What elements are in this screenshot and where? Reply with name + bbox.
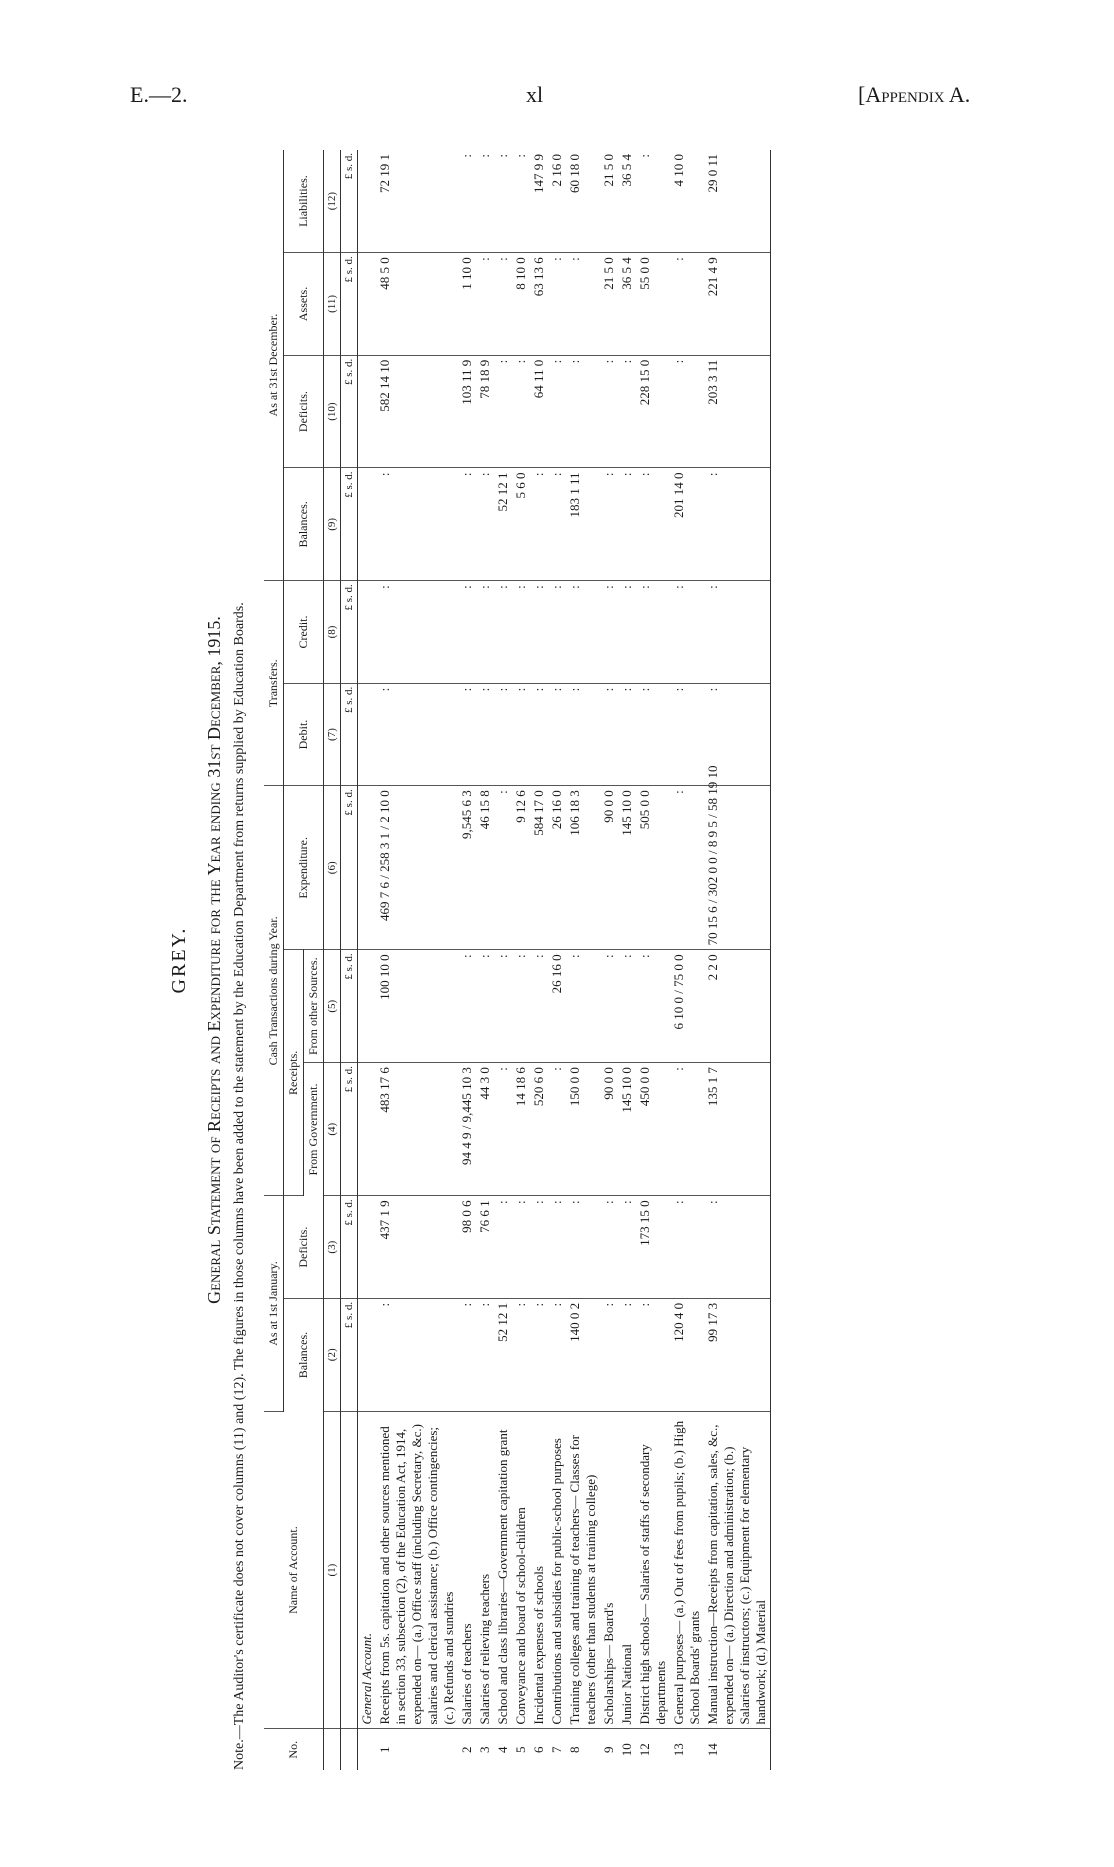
amount-cell: 228 15 0 (636, 355, 670, 468)
auditor-note: Note.—The Auditor's certificate does not cover columns (11) and (12). The figures in those columns have been added to the statement by the Education Department from returns supplied by Education Boards. (232, 602, 247, 1770)
amount-cell: : (548, 1298, 566, 1411)
amount-cell: : (670, 1063, 704, 1196)
amount-cell: 8 10 0 (512, 253, 530, 356)
amount-cell: : (458, 683, 476, 786)
amount-cell: : (670, 355, 704, 468)
amount-cell: : (548, 355, 566, 468)
amount-cell: : (512, 355, 530, 468)
header-deficits: Deficits. (284, 1196, 324, 1299)
amount-cell: : (704, 468, 771, 581)
amount-cell (358, 581, 377, 684)
amount-cell (358, 786, 377, 950)
amount-cell: 29 0 11 (704, 150, 771, 253)
row-number: 6 (531, 1746, 546, 1753)
amount-cell: 76 6 1 (476, 1196, 494, 1299)
column-number: (9) (324, 468, 341, 581)
amount-cell (358, 683, 377, 786)
group-cash: Cash Transactions during Year. (264, 786, 284, 1196)
account-name: Salaries of teachers (458, 1411, 476, 1729)
amount-cell: 21 5 0 (600, 150, 618, 253)
amount-cell: : (704, 581, 771, 684)
amount-cell: : (636, 683, 670, 786)
amount-cell: : (512, 683, 530, 786)
accounts-table (264, 150, 771, 1770)
header-debit: Debit. (284, 683, 324, 786)
amount-cell: 2 16 0 (548, 150, 566, 253)
amount-cell: : (548, 581, 566, 684)
amount-cell: : (476, 1298, 494, 1411)
amount-cell: 140 0 2 (566, 1298, 600, 1411)
amount-cell: 52 12 1 (494, 468, 512, 581)
amount-cell: 582 14 10 (376, 355, 458, 468)
currency-label: £ s. d. (341, 581, 358, 684)
amount-cell: 173 15 0 (636, 1196, 670, 1299)
table-row (548, 150, 566, 1770)
amount-cell: : (618, 950, 636, 1063)
amount-cell: : (476, 683, 494, 786)
column-numbers-row (324, 150, 341, 1770)
currency-label: £ s. d. (341, 150, 358, 253)
amount-cell: : (476, 468, 494, 581)
amount-cell: : (566, 950, 600, 1063)
amount-cell: 36 5 4 (618, 253, 636, 356)
amount-cell (358, 1298, 377, 1411)
amount-cell: 145 10 0 (618, 1063, 636, 1196)
row-number: 12 (637, 1743, 652, 1757)
amount-cell: : (636, 468, 670, 581)
currency-label: £ s. d. (341, 786, 358, 950)
header-assets: Assets. (284, 253, 324, 356)
amount-cell: : (548, 468, 566, 581)
amount-cell: : (566, 253, 600, 356)
group-receipts: Receipts. (284, 950, 304, 1196)
amount-cell: 52 12 1 (494, 1298, 512, 1411)
amount-cell: : (494, 355, 512, 468)
amount-cell: : (548, 1063, 566, 1196)
header-left: E.—2. (130, 82, 188, 107)
currency-label: £ s. d. (341, 253, 358, 356)
amount-cell: 9,545 6 3 (458, 786, 476, 950)
account-name: Conveyance and board of school-children (512, 1411, 530, 1729)
amount-cell: : (704, 1196, 771, 1299)
amount-cell: : (494, 786, 512, 950)
amount-cell: 135 1 7 (704, 1063, 771, 1196)
amount-cell: : (476, 253, 494, 356)
amount-cell: 183 1 11 (566, 468, 600, 581)
row-number: 4 (495, 1746, 510, 1753)
amount-cell: : (600, 950, 618, 1063)
amount-cell: 44 3 0 (476, 1063, 494, 1196)
column-number: (7) (324, 683, 341, 786)
header-balances: Balances. (284, 1298, 324, 1411)
account-name: Scholarships— Board's (600, 1411, 618, 1729)
table-row (636, 150, 670, 1770)
amount-cell: 150 0 0 (566, 1063, 600, 1196)
column-number: (3) (324, 1196, 341, 1299)
amount-cell: 70 15 6 / 302 0 0 / 8 9 5 / 58 19 10 (704, 786, 771, 950)
amount-cell: : (530, 950, 548, 1063)
amount-cell: 2 2 0 (704, 950, 771, 1063)
column-number: (1) (324, 1411, 341, 1729)
account-name: Manual instruction—Receipts from capitation, sales, &c., expended on— (a.) Direction and administration; (b.) Salaries of instructors; (c.) Equipment for elementary handwork; (d.) Material (704, 1411, 771, 1729)
row-number: 2 (459, 1746, 474, 1753)
amount-cell: : (494, 950, 512, 1063)
column-number: (6) (324, 786, 341, 950)
amount-cell: : (548, 253, 566, 356)
amount-cell (358, 1063, 377, 1196)
table-row (600, 150, 618, 1770)
table-row (512, 150, 530, 1770)
amount-cell (358, 253, 377, 356)
table-row (494, 150, 512, 1770)
amount-cell: : (376, 683, 458, 786)
account-name: District high schools— Salaries of staffs of secondary departments (636, 1411, 670, 1729)
amount-cell: : (670, 1196, 704, 1299)
amount-cell: : (476, 150, 494, 253)
amount-cell: : (600, 1196, 618, 1299)
column-number: (8) (324, 581, 341, 684)
amount-cell: : (512, 950, 530, 1063)
amount-cell: : (458, 150, 476, 253)
group-transfers: Transfers. (264, 581, 284, 786)
amount-cell: 72 19 1 (376, 150, 458, 253)
amount-cell: 55 0 0 (636, 253, 670, 356)
amount-cell: : (600, 355, 618, 468)
amount-cell: 120 4 0 (670, 1298, 704, 1411)
amount-cell: : (618, 1196, 636, 1299)
amount-cell: : (494, 150, 512, 253)
header-no: No. (264, 1729, 324, 1770)
amount-cell: : (530, 468, 548, 581)
header-from-other: From other Sources. (304, 950, 324, 1063)
amount-cell: 26 16 0 (548, 786, 566, 950)
amount-cell: : (376, 468, 458, 581)
row-number: 8 (567, 1746, 582, 1753)
column-number: (12) (324, 150, 341, 253)
amount-cell: : (670, 786, 704, 950)
column-number: (11) (324, 253, 341, 356)
row-number: 14 (704, 1729, 771, 1770)
amount-cell: 78 18 9 (476, 355, 494, 468)
amount-cell: 145 10 0 (618, 786, 636, 950)
amount-cell: 106 18 3 (566, 786, 600, 950)
row-number: 7 (549, 1746, 564, 1753)
amount-cell: : (458, 468, 476, 581)
amount-cell: 48 5 0 (376, 253, 458, 356)
amount-cell: 483 17 6 (376, 1063, 458, 1196)
amount-cell: 201 14 0 (670, 468, 704, 581)
amount-cell: 1 10 0 (458, 253, 476, 356)
row-number: 9 (601, 1746, 616, 1753)
amount-cell (358, 468, 377, 581)
row-number: 3 (477, 1746, 492, 1753)
amount-cell (358, 150, 377, 253)
amount-cell: : (548, 1196, 566, 1299)
amount-cell: 36 5 4 (618, 150, 636, 253)
amount-cell: 221 4 9 (704, 253, 771, 356)
amount-cell (358, 355, 377, 468)
amount-cell: : (600, 683, 618, 786)
amount-cell: 437 1 9 (376, 1196, 458, 1299)
group-dec: As at 31st December. (264, 150, 284, 581)
amount-cell: 4 10 0 (670, 150, 704, 253)
amount-cell: 203 3 11 (704, 355, 771, 468)
account-name: Incidental expenses of schools (530, 1411, 548, 1729)
amount-cell: : (600, 581, 618, 684)
statement-title: General Statement of Receipts and Expenditure for the Year ending 31st December, 1915. (204, 616, 224, 1304)
amount-cell: : (548, 683, 566, 786)
amount-cell: : (566, 683, 600, 786)
currency-label: £ s. d. (341, 355, 358, 468)
table-row (530, 150, 548, 1770)
board-title: GREY. (168, 926, 190, 994)
table-row (704, 150, 771, 1770)
currency-label: £ s. d. (341, 1298, 358, 1411)
amount-cell: : (458, 1298, 476, 1411)
amount-cell: : (458, 950, 476, 1063)
row-number: 5 (513, 1746, 528, 1753)
row-number: 1 (377, 1746, 392, 1753)
amount-cell: : (704, 683, 771, 786)
amount-cell: : (566, 355, 600, 468)
currency-label: £ s. d. (341, 468, 358, 581)
amount-cell (358, 1196, 377, 1299)
amount-cell: : (494, 683, 512, 786)
amount-cell: : (512, 150, 530, 253)
header-from-gov: From Government. (304, 1063, 324, 1196)
amount-cell: 103 11 9 (458, 355, 476, 468)
amount-cell: : (530, 581, 548, 684)
account-name: School and class libraries—Government capitation grant (494, 1411, 512, 1729)
amount-cell: : (476, 581, 494, 684)
table-row (670, 150, 704, 1770)
header-right: [Appendix A. (858, 82, 971, 107)
amount-cell: 63 13 6 (530, 253, 548, 356)
header-credit: Credit. (284, 581, 324, 684)
currency-label: £ s. d. (341, 950, 358, 1063)
amount-cell: 505 0 0 (636, 786, 670, 950)
row-number: 10 (619, 1743, 634, 1757)
currency-label: £ s. d. (341, 1063, 358, 1196)
amount-cell: : (618, 468, 636, 581)
amount-cell: 100 10 0 (376, 950, 458, 1063)
header-expenditure: Expenditure. (284, 786, 324, 950)
amount-cell: : (494, 1063, 512, 1196)
amount-cell: : (618, 355, 636, 468)
amount-cell: 450 0 0 (636, 1063, 670, 1196)
table-row (618, 150, 636, 1770)
account-name: General purposes— (a.) Out of fees from pupils; (b.) High School Boards' grants (670, 1411, 704, 1729)
header-liabilities: Liabilities. (284, 150, 324, 253)
amount-cell: : (670, 683, 704, 786)
column-number: (4) (324, 1063, 341, 1196)
amount-cell: 90 0 0 (600, 1063, 618, 1196)
amount-cell: 6 10 0 / 75 0 0 (670, 950, 704, 1063)
currency-label: £ s. d. (341, 1196, 358, 1299)
header-name: Name of Account. (264, 1411, 324, 1729)
amount-cell: 26 16 0 (548, 950, 566, 1063)
amount-cell: : (530, 683, 548, 786)
amount-cell: : (476, 950, 494, 1063)
amount-cell: 98 0 6 (458, 1196, 476, 1299)
table-row (376, 150, 458, 1770)
account-name: General Account. (358, 1411, 377, 1729)
amount-cell: 14 18 6 (512, 1063, 530, 1196)
amount-cell: 60 18 0 (566, 150, 600, 253)
group-jan: As at 1st January. (264, 1196, 284, 1411)
page-number: xl (526, 82, 544, 107)
amount-cell: : (494, 581, 512, 684)
amount-cell: 520 6 0 (530, 1063, 548, 1196)
amount-cell: 90 0 0 (600, 786, 618, 950)
amount-cell: : (512, 1196, 530, 1299)
column-number: (10) (324, 355, 341, 468)
amount-cell (358, 950, 377, 1063)
amount-cell: : (566, 581, 600, 684)
amount-cell: : (512, 581, 530, 684)
amount-cell: 21 5 0 (600, 253, 618, 356)
amount-cell: 64 11 0 (530, 355, 548, 468)
column-number: (2) (324, 1298, 341, 1411)
amount-cell: 584 17 0 (530, 786, 548, 950)
column-number: (5) (324, 950, 341, 1063)
amount-cell: : (618, 683, 636, 786)
table-row (566, 150, 600, 1770)
currency-label: £ s. d. (341, 683, 358, 786)
amount-cell: : (376, 581, 458, 684)
amount-cell: : (458, 581, 476, 684)
amount-cell: : (376, 1298, 458, 1411)
amount-cell: 99 17 3 (704, 1298, 771, 1411)
amount-cell: : (600, 1298, 618, 1411)
table-row (358, 150, 377, 1770)
account-name: Contributions and subsidies for public-school purposes (548, 1411, 566, 1729)
amount-cell: : (600, 468, 618, 581)
row-number: 13 (671, 1743, 686, 1757)
account-name: Salaries of relieving teachers (476, 1411, 494, 1729)
account-name: Receipts from 5s. capitation and other sources mentioned in section 33, subsection (2), of the Education Act, 1914, expended on— (a.) Office staff (including Secretary, &c.) salaries and clerical assistance; (b.) Office contingencies; (c.) Refunds and sundries (376, 1411, 458, 1729)
amount-cell: 94 4 9 / 9,445 10 3 (458, 1063, 476, 1196)
amount-cell: : (618, 581, 636, 684)
table-body (358, 150, 771, 1770)
amount-cell: : (636, 1298, 670, 1411)
table-row (458, 150, 476, 1770)
rotated-statement (160, 140, 1060, 1780)
amount-cell: 147 9 9 (530, 150, 548, 253)
amount-cell: : (530, 1298, 548, 1411)
account-name: Training colleges and training of teachers— Classes for teachers (other than students at training college) (566, 1411, 600, 1729)
amount-cell: 469 7 6 / 258 3 1 / 2 10 0 (376, 786, 458, 950)
amount-cell: : (494, 1196, 512, 1299)
table-row (476, 150, 494, 1770)
amount-cell: : (636, 581, 670, 684)
amount-cell: 46 15 8 (476, 786, 494, 950)
amount-cell: : (530, 1196, 548, 1299)
header-balances-dec: Balances. (284, 468, 324, 581)
amount-cell: : (566, 1196, 600, 1299)
header-deficits-dec: Deficits. (284, 355, 324, 468)
account-name: Junior National (618, 1411, 636, 1729)
row-number (358, 1729, 377, 1770)
amount-cell: : (636, 150, 670, 253)
amount-cell: : (670, 253, 704, 356)
amount-cell: : (670, 581, 704, 684)
amount-cell: : (618, 1298, 636, 1411)
amount-cell: 9 12 6 (512, 786, 530, 950)
currency-row (341, 150, 358, 1770)
amount-cell: : (494, 253, 512, 356)
amount-cell: 5 6 0 (512, 468, 530, 581)
amount-cell: : (512, 1298, 530, 1411)
amount-cell: : (636, 950, 670, 1063)
